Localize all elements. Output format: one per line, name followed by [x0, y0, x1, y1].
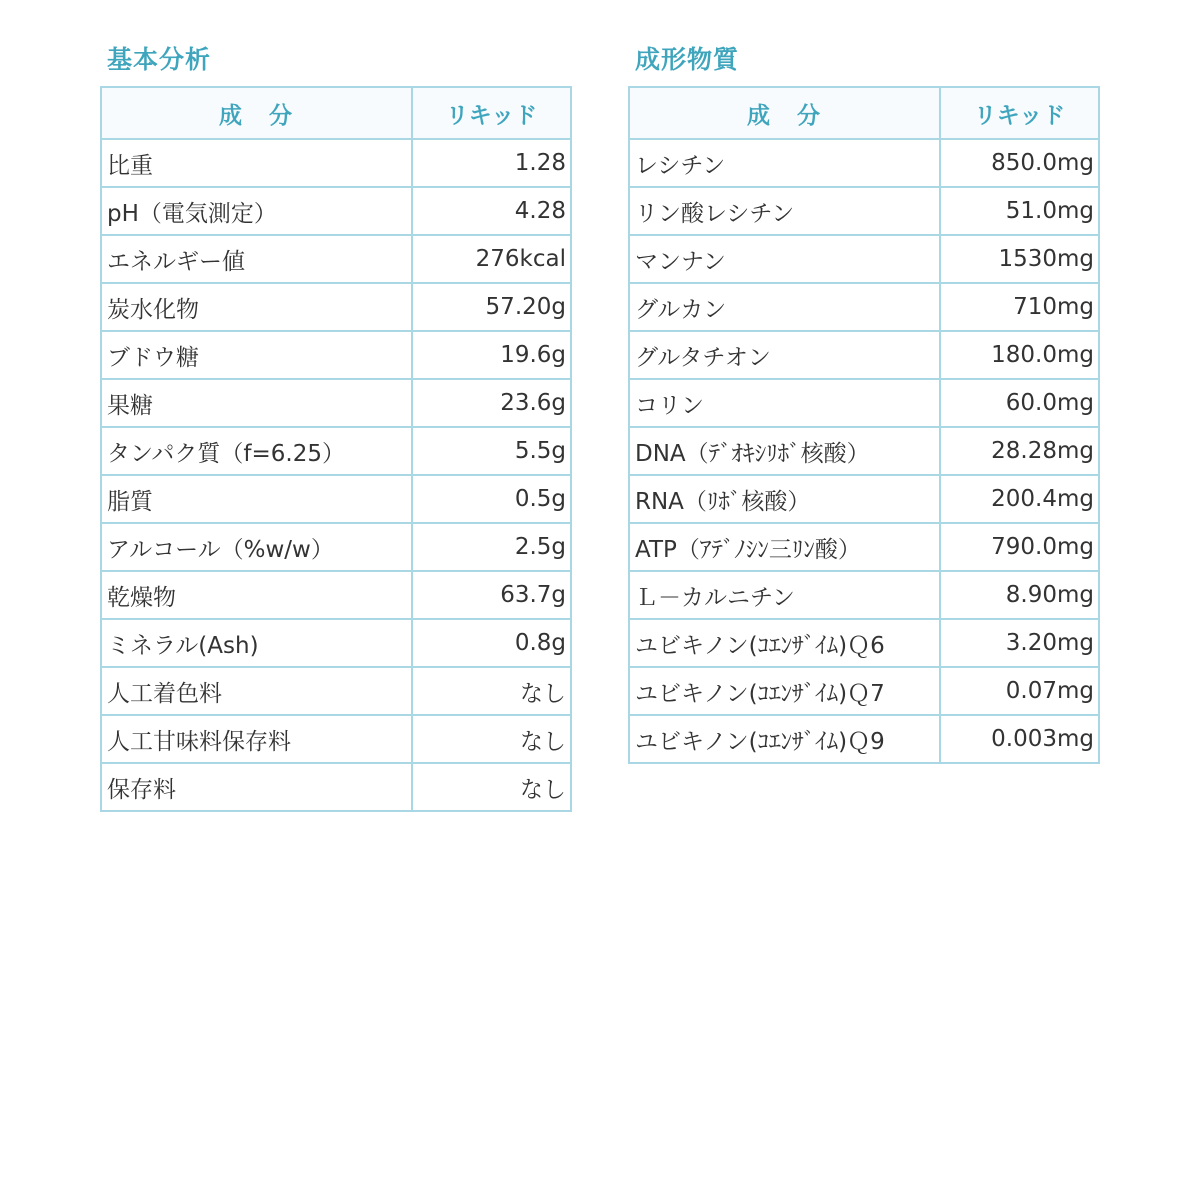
ingredient-value: 0.07mg	[940, 667, 1099, 715]
table-row	[101, 283, 571, 331]
ingredient-name: グルカン	[629, 283, 940, 331]
column-header-liquid: リキッド	[940, 87, 1099, 139]
formed-substances-table	[628, 86, 1100, 764]
ingredient-name: DNA（ﾃﾞｵｷｼﾘﾎﾞ核酸）	[629, 427, 940, 475]
table-row	[629, 235, 1099, 283]
ingredient-name: 果糖	[101, 379, 412, 427]
ingredient-value: 51.0mg	[940, 187, 1099, 235]
ingredient-value: 180.0mg	[940, 331, 1099, 379]
table-row	[629, 139, 1099, 187]
ingredient-name: アルコール（%w/w）	[101, 523, 412, 571]
ingredient-name: RNA（ﾘﾎﾞ核酸）	[629, 475, 940, 523]
formed-substances-section	[628, 40, 1098, 764]
ingredient-name: グルタチオン	[629, 331, 940, 379]
table-row	[101, 427, 571, 475]
ingredient-value: なし	[412, 715, 571, 763]
table-row	[101, 475, 571, 523]
table-header-row	[629, 87, 1099, 139]
table-row	[629, 571, 1099, 619]
table-row	[629, 427, 1099, 475]
ingredient-name: レシチン	[629, 139, 940, 187]
ingredient-name: ミネラル(Ash)	[101, 619, 412, 667]
table-row	[629, 715, 1099, 763]
ingredient-value: 2.5g	[412, 523, 571, 571]
ingredient-value: 710mg	[940, 283, 1099, 331]
ingredient-name: ユビキノン(ｺｴﾝｻﾞｲﾑ)Ｑ6	[629, 619, 940, 667]
ingredient-name: タンパク質（f=6.25）	[101, 427, 412, 475]
table-row	[629, 475, 1099, 523]
formed-substances-title: 成形物質	[635, 45, 740, 74]
table-header-row	[101, 87, 571, 139]
table-row	[629, 667, 1099, 715]
basic-analysis-table	[100, 86, 572, 812]
ingredient-name: コリン	[629, 379, 940, 427]
basic-analysis-section	[100, 40, 570, 812]
table-row	[629, 379, 1099, 427]
ingredient-name: ユビキノン(ｺｴﾝｻﾞｲﾑ)Ｑ9	[629, 715, 940, 763]
ingredient-name: ATP（ｱﾃﾞﾉｼﾝ三ﾘﾝ酸）	[629, 523, 940, 571]
ingredient-name: 人工甘味料保存料	[101, 715, 412, 763]
ingredient-name: 炭水化物	[101, 283, 412, 331]
column-header-liquid: リキッド	[412, 87, 571, 139]
ingredient-value: 57.20g	[412, 283, 571, 331]
column-header-ingredient: 成 分	[629, 87, 940, 139]
table-row	[629, 187, 1099, 235]
ingredient-value: 0.5g	[412, 475, 571, 523]
ingredient-value: 200.4mg	[940, 475, 1099, 523]
table-row	[101, 235, 571, 283]
ingredient-value: 3.20mg	[940, 619, 1099, 667]
ingredient-name: pH（電気測定）	[101, 187, 412, 235]
table-row	[629, 331, 1099, 379]
ingredient-value: 63.7g	[412, 571, 571, 619]
ingredient-name: ブドウ糖	[101, 331, 412, 379]
ingredient-value: 28.28mg	[940, 427, 1099, 475]
ingredient-name: 人工着色料	[101, 667, 412, 715]
ingredient-value: 276kcal	[412, 235, 571, 283]
table-row	[101, 331, 571, 379]
table-row	[629, 619, 1099, 667]
table-row	[101, 523, 571, 571]
ingredient-name: Ｌ－カルニチン	[629, 571, 940, 619]
ingredient-name: 乾燥物	[101, 571, 412, 619]
table-row	[101, 715, 571, 763]
ingredient-name: 比重	[101, 139, 412, 187]
ingredient-value: なし	[412, 667, 571, 715]
ingredient-value: 23.6g	[412, 379, 571, 427]
ingredient-value: 790.0mg	[940, 523, 1099, 571]
basic-analysis-title: 基本分析	[107, 45, 212, 74]
ingredient-value: 850.0mg	[940, 139, 1099, 187]
table-row	[629, 283, 1099, 331]
ingredient-value: 8.90mg	[940, 571, 1099, 619]
table-row	[101, 667, 571, 715]
ingredient-value: 19.6g	[412, 331, 571, 379]
table-row	[101, 619, 571, 667]
table-row	[101, 763, 571, 811]
ingredient-value: 5.5g	[412, 427, 571, 475]
ingredient-name: 保存料	[101, 763, 412, 811]
table-row	[629, 523, 1099, 571]
ingredient-name: マンナン	[629, 235, 940, 283]
ingredient-value: なし	[412, 763, 571, 811]
table-row	[101, 379, 571, 427]
ingredient-name: リン酸レシチン	[629, 187, 940, 235]
ingredient-value: 4.28	[412, 187, 571, 235]
ingredient-value: 1530mg	[940, 235, 1099, 283]
ingredient-name: ユビキノン(ｺｴﾝｻﾞｲﾑ)Ｑ7	[629, 667, 940, 715]
column-header-ingredient: 成 分	[101, 87, 412, 139]
table-row	[101, 187, 571, 235]
ingredient-value: 1.28	[412, 139, 571, 187]
ingredient-value: 0.003mg	[940, 715, 1099, 763]
ingredient-name: エネルギー値	[101, 235, 412, 283]
ingredient-name: 脂質	[101, 475, 412, 523]
ingredient-value: 60.0mg	[940, 379, 1099, 427]
table-row	[101, 571, 571, 619]
table-row	[101, 139, 571, 187]
ingredient-value: 0.8g	[412, 619, 571, 667]
